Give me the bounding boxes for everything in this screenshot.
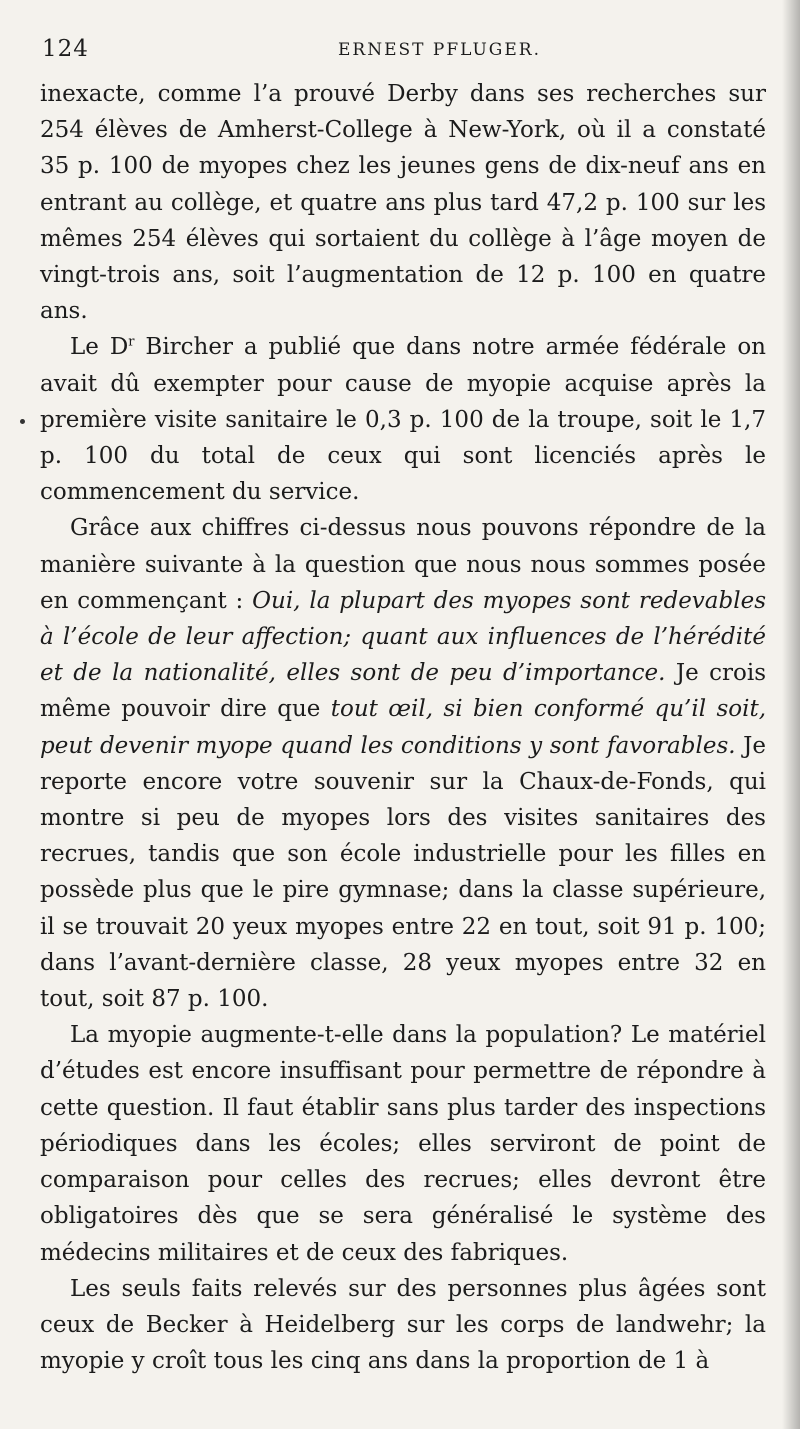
paragraph-4: La myopie augmente-t-elle dans la population? Le matériel d’études est encore insuffisant pour permettre de répondre à cette question. Il faut établir sans plus tarder des inspections périodiques dans les écoles; elles serviront de point de comparaison pour celles des recrues; elles devront être obligatoires dès que se sera généralisé le système des médecins militaires et de ceux des fabriques. bbox=[40, 1022, 766, 1266]
paragraph-2-start: Le D bbox=[70, 334, 129, 361]
doctor-abbrev-superscript: r bbox=[128, 334, 135, 350]
body-text bbox=[40, 76, 766, 1379]
paragraph-3-italic-conclusion: Oui, la plupart des myopes sont redevables à l’école de leur affection; quant aux influences de l’hérédité et de la nationalité, elles sont de peu d’importance. bbox=[40, 587, 767, 687]
paragraph-3 bbox=[40, 510, 766, 1017]
page-number: 124 bbox=[42, 36, 89, 62]
paragraph-1: inexacte, comme l’a prouvé Derby dans ses recherches sur 254 élèves de Amherst-College à New-York, où il a constaté 35 p. 100 de myopes chez les jeunes gens de dix-neuf ans en entrant au collège, et quatre ans plus tard 47,2 p. 100 sur les mêmes 254 élèves qui sortaient du collège à l’âge moyen de vingt-trois ans, soit l’augmentation de 12 p. 100 en quatre ans. bbox=[40, 81, 766, 325]
paragraph-5: Les seuls faits relevés sur des personnes plus âgées sont ceux de Becker à Heidelberg sur les corps de landwehr; la myopie y croît tous les cinq ans dans la proportion de 1 à bbox=[40, 1275, 766, 1375]
page-edge-shadow bbox=[782, 0, 800, 1429]
running-title: ERNEST PFLUGER. bbox=[338, 40, 541, 60]
paragraph-3-part-a: Grâce aux chiffres ci-dessus nous pouvons répondre de la manière suivante à la question que nous nous sommes posée en commençant : bbox=[40, 515, 766, 614]
paragraph-3-part-c: Je crois même pouvoir dire que bbox=[40, 660, 766, 723]
running-head bbox=[38, 36, 768, 70]
paragraph-3-italic-claim: tout œil, si bien conformé qu’il soit, peut devenir myope quand les conditions y sont favorables. bbox=[40, 696, 766, 759]
margin-mark bbox=[20, 419, 25, 424]
paragraph-3-part-e: Je reporte encore votre souvenir sur la Chaux-de-Fonds, qui montre si peu de myopes lors des visites sanitaires des recrues, tandis que son école industrielle pour les filles en possède plus que le pire gymnase; dans la classe supérieure, il se trouvait 20 yeux myopes entre 22 en tout, soit 91 p. 100; dans l’avant-dernière classe, 28 yeux myopes entre 32 en tout, soit 87 p. 100. bbox=[40, 732, 766, 1013]
paragraph-2 bbox=[40, 329, 766, 510]
paragraph-2-rest: Bircher a publié que dans notre armée fédérale on avait dû exempter pour cause de myopie acquise après la première visite sanitaire le 0,3 p. 100 de la troupe, soit le 1,7 p. 100 du total de ceux qui sont licenciés après le commencement du service. bbox=[40, 334, 766, 506]
